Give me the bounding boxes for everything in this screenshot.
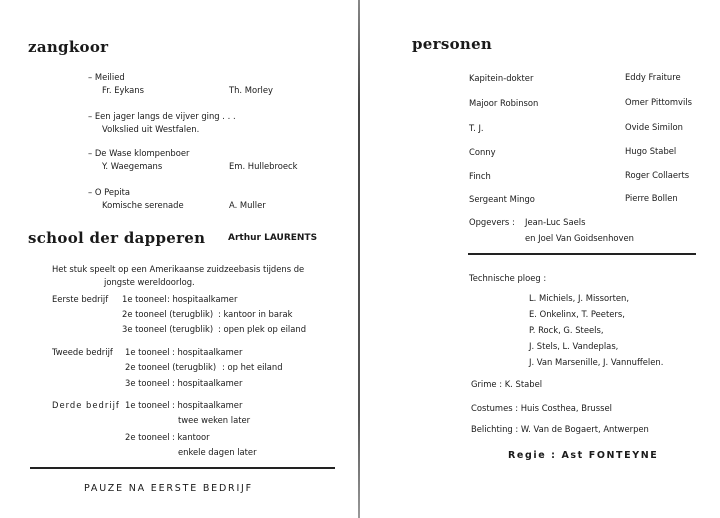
belichting-credit: Belichting : W. Van de Bogaert, Antwerpen — [471, 424, 649, 434]
zangkoor-heading: zangkoor — [28, 38, 109, 56]
scene-number: 1e tooneel — [122, 294, 167, 304]
regie-credit: Regie : Ast FONTEYNE — [508, 450, 659, 461]
technische-label: Technische ploeg : — [469, 273, 547, 283]
crew-line: J. Van Marsenille, J. Vannuffelen. — [529, 357, 664, 367]
scene-place: : op het eiland — [222, 362, 283, 372]
cast-actor: Omer Pittomvils — [625, 97, 693, 107]
scene-number: 2e tooneel — [125, 432, 170, 442]
scene-place: : hospitaalkamer — [172, 347, 243, 357]
crew-line: P. Rock, G. Steels, — [529, 325, 604, 335]
costumes-credit: Costumes : Huis Costhea, Brussel — [471, 403, 612, 413]
cast-role: Finch — [469, 171, 491, 181]
cast-role: Conny — [469, 147, 496, 157]
scene-extra: enkele dagen later — [178, 447, 257, 457]
scene-number: 2e tooneel (terugblik) — [125, 362, 217, 372]
cast-role: T. J. — [469, 123, 484, 133]
scene-place: : open plek op eiland — [218, 324, 307, 334]
song-lyricist: Em. Hullebroeck — [229, 161, 298, 171]
song-composer: Volkslied uit Westfalen. — [102, 124, 200, 134]
scene-number: 2e tooneel (terugblik) — [122, 309, 214, 319]
scene-place: : hospitaalkamer — [167, 294, 238, 304]
crew-line: L. Michiels, J. Missorten, — [529, 293, 629, 303]
scene-number: 1e tooneel — [125, 400, 170, 410]
cast-actor: Hugo Stabel — [625, 146, 677, 156]
cast-actor: Ovide Similon — [625, 122, 683, 132]
footer-rule — [30, 467, 335, 469]
scene-place: : kantoor in barak — [218, 309, 293, 319]
play-intro-line2: jongste wereldoorlog. — [104, 277, 195, 287]
play-intro-line1: Het stuk speelt op een Amerikaanse zuidzeebasis tijdens de — [52, 264, 305, 274]
scene-extra: twee weken later — [178, 415, 251, 425]
act-label: Tweede bedrijf — [52, 347, 113, 357]
cast-actor: Eddy Fraiture — [625, 72, 681, 82]
section-rule — [468, 253, 696, 255]
crew-line: J. Stels, L. Vandeplas, — [529, 341, 619, 351]
personen-heading: personen — [412, 35, 493, 53]
song-title: – Meilied — [88, 72, 125, 82]
song-title: – De Wase klompenboer — [88, 148, 190, 158]
opgevers-name: en Joel Van Goidsenhoven — [525, 233, 634, 243]
scene-place: : hospitaalkamer — [172, 378, 243, 388]
intermission-note: PAUZE NA EERSTE BEDRIJF — [84, 483, 253, 494]
act-label: Derde bedrijf — [52, 400, 120, 410]
grime-credit: Grime : K. Stabel — [471, 379, 543, 389]
scene-number: 1e tooneel — [125, 347, 170, 357]
scene-place: : kantoor — [172, 432, 210, 442]
cast-actor: Pierre Bollen — [625, 193, 678, 203]
cast-role: Majoor Robinson — [469, 98, 539, 108]
scene-number: 3e tooneel — [125, 378, 170, 388]
song-composer: Komische serenade — [102, 200, 184, 210]
play-title: school der dapperen — [28, 229, 206, 247]
right-page — [360, 0, 720, 518]
cast-role: Kapitein-dokter — [469, 73, 534, 83]
song-composer: Fr. Eykans — [102, 85, 144, 95]
cast-actor: Roger Collaerts — [625, 170, 690, 180]
scene-number: 3e tooneel (terugblik) — [122, 324, 214, 334]
crew-line: E. Onkelinx, T. Peeters, — [529, 309, 625, 319]
scene-place: : hospitaalkamer — [172, 400, 243, 410]
song-title: – O Pepita — [88, 187, 131, 197]
song-lyricist: A. Muller — [229, 200, 266, 210]
song-lyricist: Th. Morley — [229, 85, 273, 95]
cast-role: Sergeant Mingo — [469, 194, 535, 204]
act-label: Eerste bedrijf — [52, 294, 109, 304]
opgevers-name: Jean-Luc Saels — [525, 217, 586, 227]
opgevers-label: Opgevers : — [469, 217, 515, 227]
song-composer: Y. Waegemans — [102, 161, 163, 171]
song-title: – Een jager langs de vijver ging . . . — [88, 111, 236, 121]
play-author: Arthur LAURENTS — [228, 233, 318, 243]
